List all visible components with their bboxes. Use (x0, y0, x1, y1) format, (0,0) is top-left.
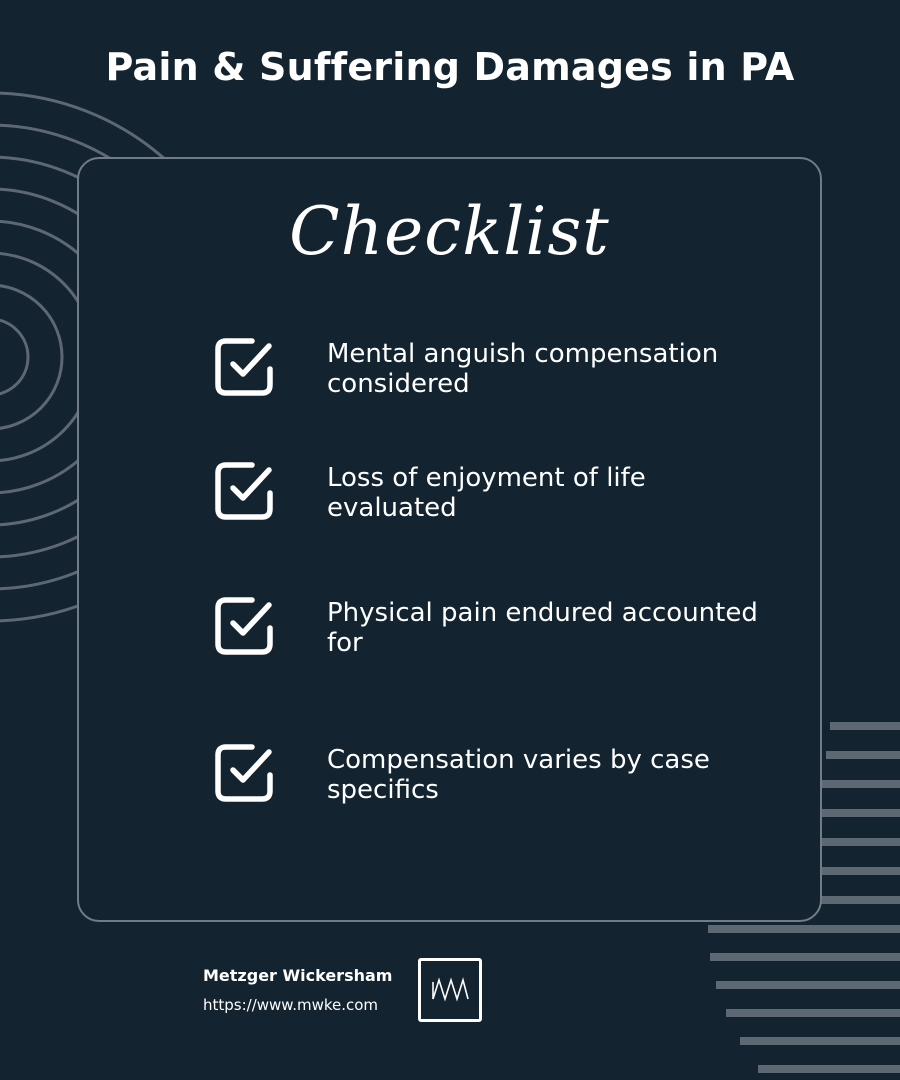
checkbox-checked-icon (214, 461, 274, 521)
checkbox-checked-icon (214, 743, 274, 803)
checklist-card (77, 157, 822, 922)
checklist-item-label: Compensation varies by case specifics (327, 745, 710, 805)
checklist-item (214, 596, 774, 686)
checklist-item-label: Loss of enjoyment of life evaluated (327, 463, 646, 523)
checklist-item-label: Physical pain endured accounted for (327, 598, 758, 658)
mw-monogram-icon (421, 961, 479, 1019)
checklist-item (214, 743, 774, 833)
checkbox-checked-icon (214, 337, 274, 397)
checklist-heading: Checklist (289, 193, 610, 270)
company-url-link[interactable]: https://www.mwke.com (203, 996, 379, 1014)
company-name: Metzger Wickersham (203, 966, 393, 985)
checklist-item (214, 461, 774, 551)
company-logo (418, 958, 482, 1022)
checklist-item (214, 337, 774, 427)
checklist-item-label: Mental anguish compensation considered (327, 339, 719, 399)
checkbox-checked-icon (214, 596, 274, 656)
page-title: Pain & Suffering Damages in PA (105, 45, 795, 89)
